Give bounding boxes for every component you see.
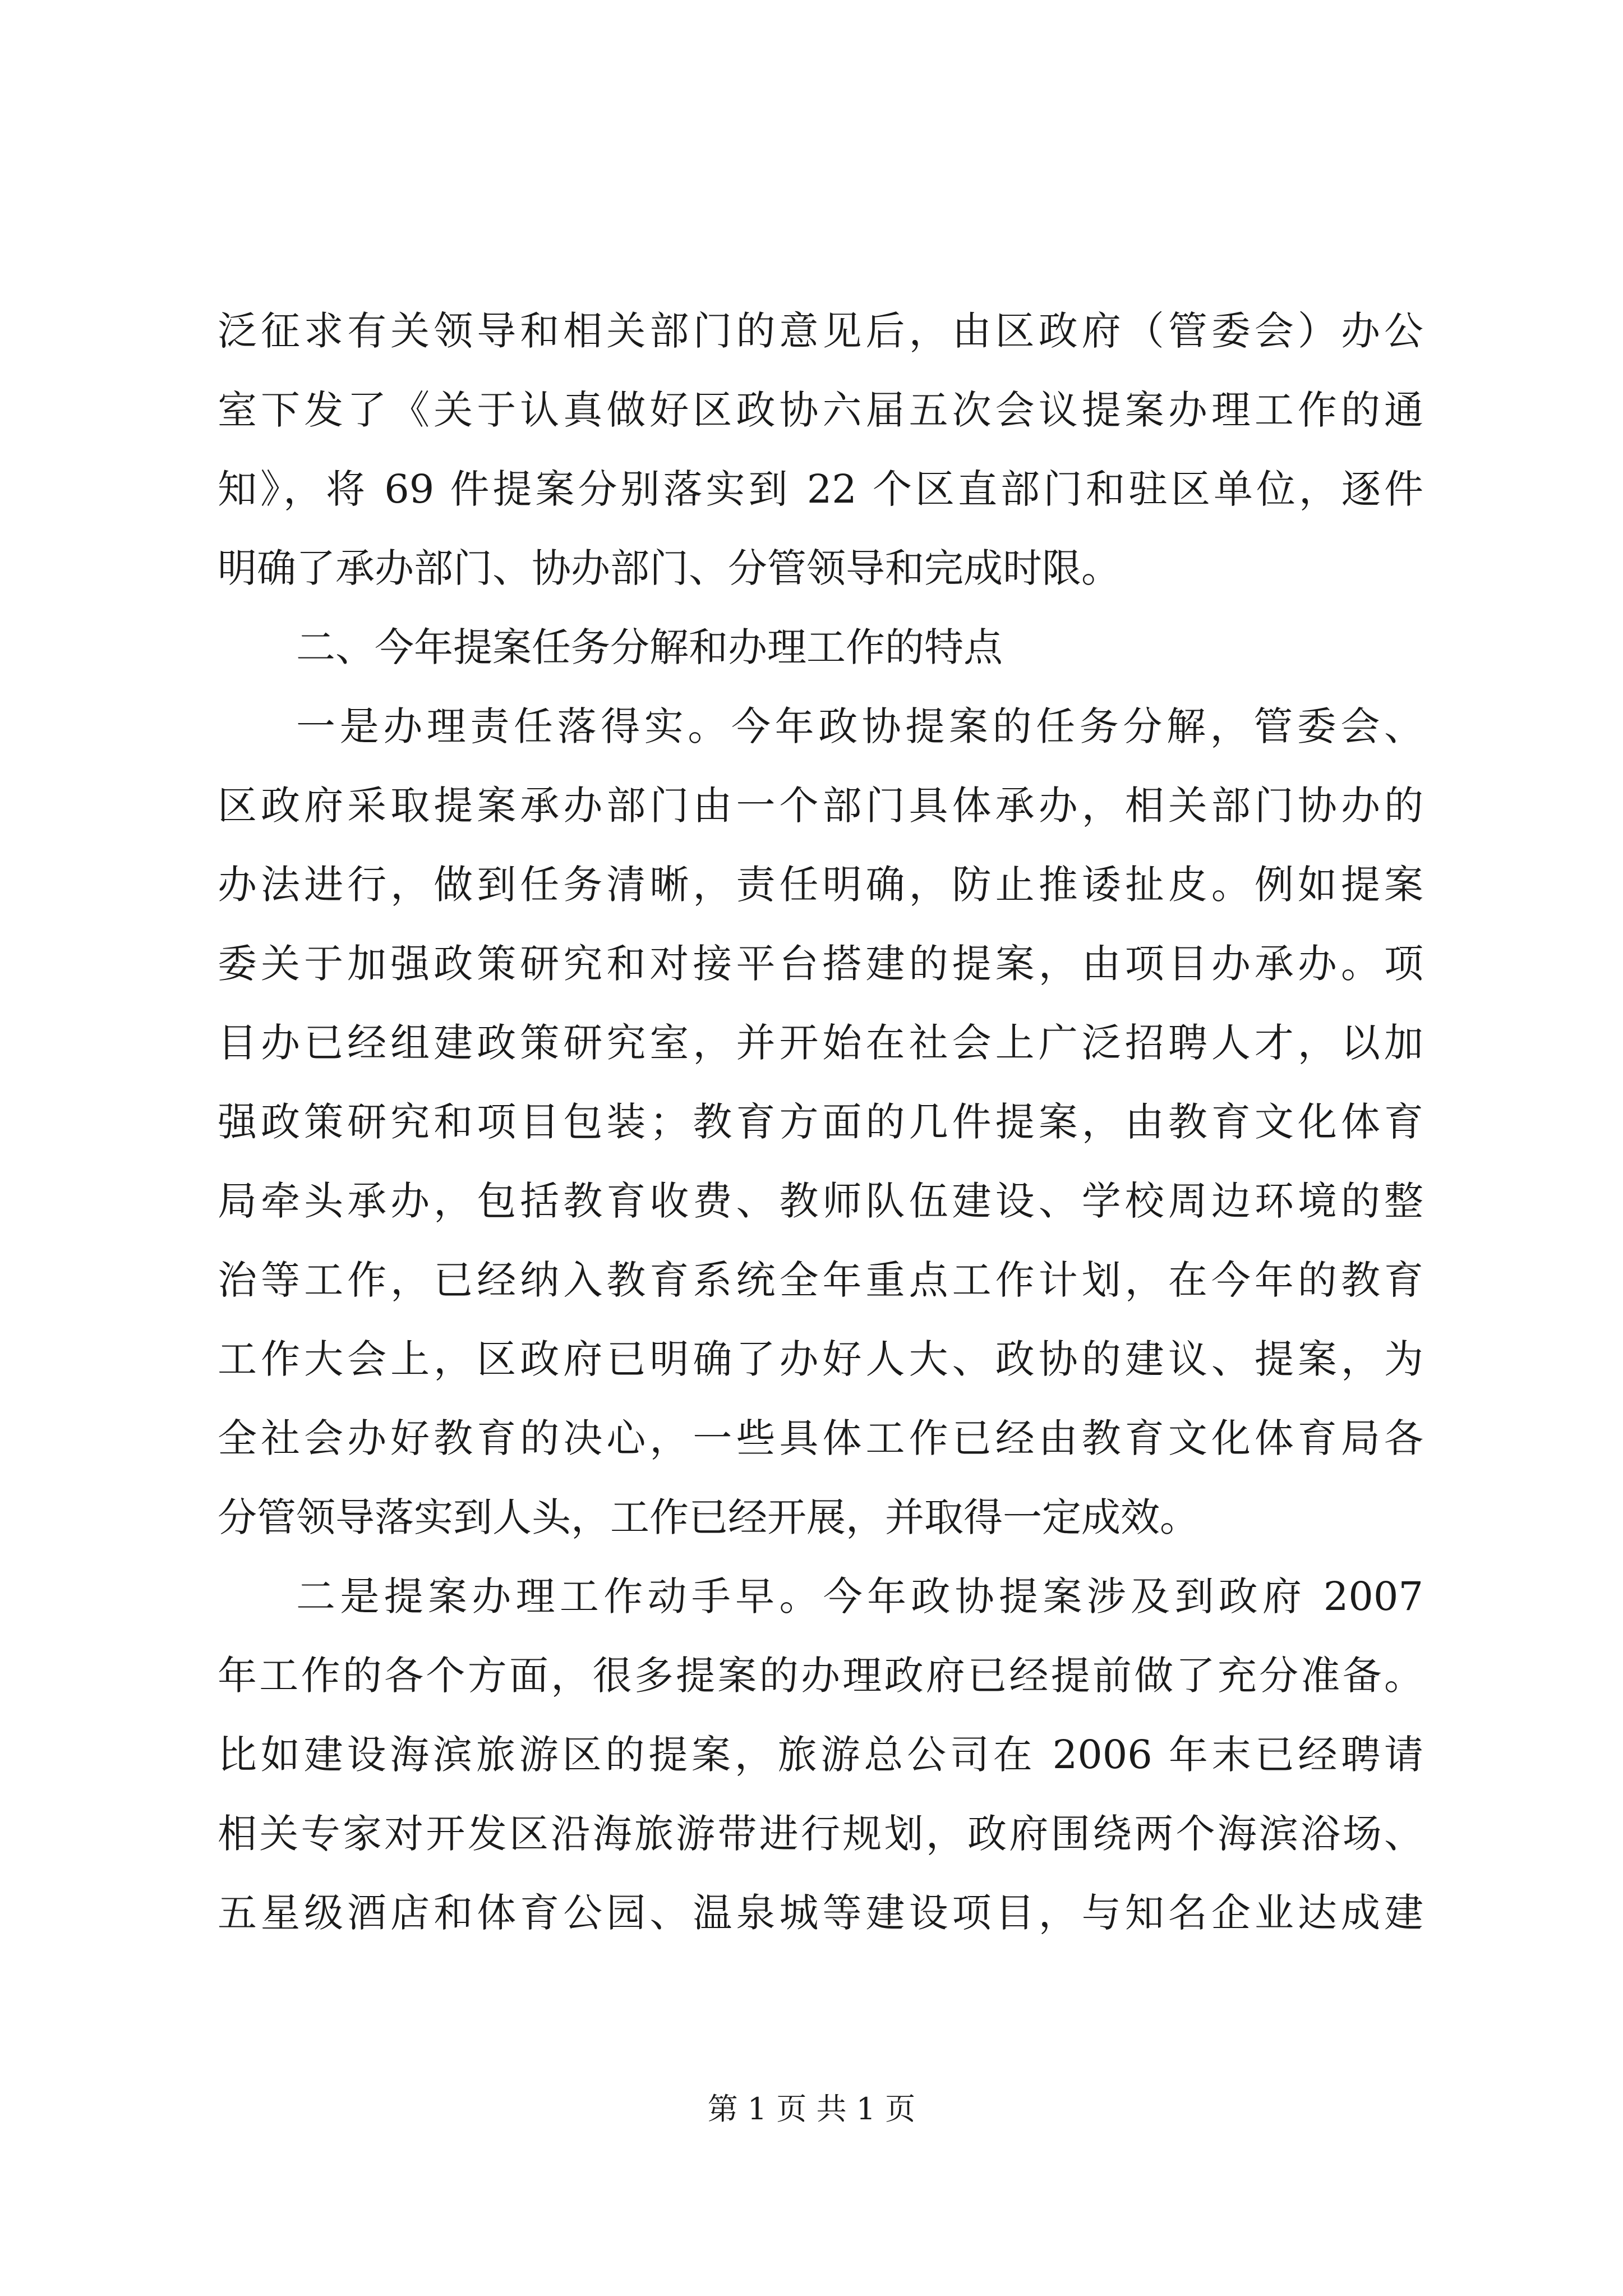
text-line: 区政府采取提案承办部门由一个部门具体承办，相关部门协办的 [218, 783, 1423, 829]
text-line: 泛征求有关领导和相关部门的意见后，由区政府（管委会）办公 [218, 308, 1423, 354]
text-line: 局牵头承办，包括教育收费、教师队伍建设、学校周边环境的整 [218, 1178, 1423, 1224]
text-line: 相关专家对开发区沿海旅游带进行规划，政府围绕两个海滨浴场、 [218, 1811, 1423, 1857]
paragraph-start-line: 二是提案办理工作动手早。今年政协提案涉及到政府 2007 [296, 1573, 1423, 1619]
text-line: 治等工作，已经纳入教育系统全年重点工作计划，在今年的教育 [218, 1257, 1423, 1303]
text-line: 年工作的各个方面，很多提案的办理政府已经提前做了充分准备。 [218, 1653, 1423, 1699]
page-footer [0, 2090, 1623, 2129]
text-line: 强政策研究和项目包装；教育方面的几件提案，由教育文化体育 [218, 1099, 1423, 1145]
text-line: 比如建设海滨旅游区的提案，旅游总公司在 2006 年末已经聘请 [218, 1732, 1423, 1778]
section-heading: 二、今年提案任务分解和办理工作的特点 [296, 624, 1003, 670]
text-line: 明确了承办部门、协办部门、分管领导和完成时限。 [218, 545, 1121, 591]
paragraph-start-line: 一是办理责任落得实。今年政协提案的任务分解，管委会、 [296, 703, 1423, 749]
text-line: 五星级酒店和体育公园、温泉城等建设项目，与知名企业达成建 [218, 1890, 1423, 1936]
text-line: 办法进行，做到任务清晰，责任明确，防止推诿扯皮。例如提案 [218, 862, 1423, 908]
document-body [218, 292, 1423, 1953]
text-line: 目办已经组建政策研究室，并开始在社会上广泛招聘人才，以加 [218, 1020, 1423, 1066]
text-line: 分管领导落实到人头，工作已经开展，并取得一定成效。 [218, 1494, 1199, 1540]
text-line: 工作大会上，区政府已明确了办好人大、政协的建议、提案，为 [218, 1336, 1423, 1382]
text-line: 全社会办好教育的决心，一些具体工作已经由教育文化体育局各 [218, 1415, 1423, 1461]
text-line: 知》，将 69 件提案分别落实到 22 个区直部门和驻区单位，逐件 [218, 466, 1423, 512]
page-number-label: 第 1 页 共 1 页 [707, 2091, 916, 2127]
text-line: 室下发了《关于认真做好区政协六届五次会议提案办理工作的通 [218, 387, 1423, 433]
text-line: 委关于加强政策研究和对接平台搭建的提案，由项目办承办。项 [218, 941, 1423, 987]
